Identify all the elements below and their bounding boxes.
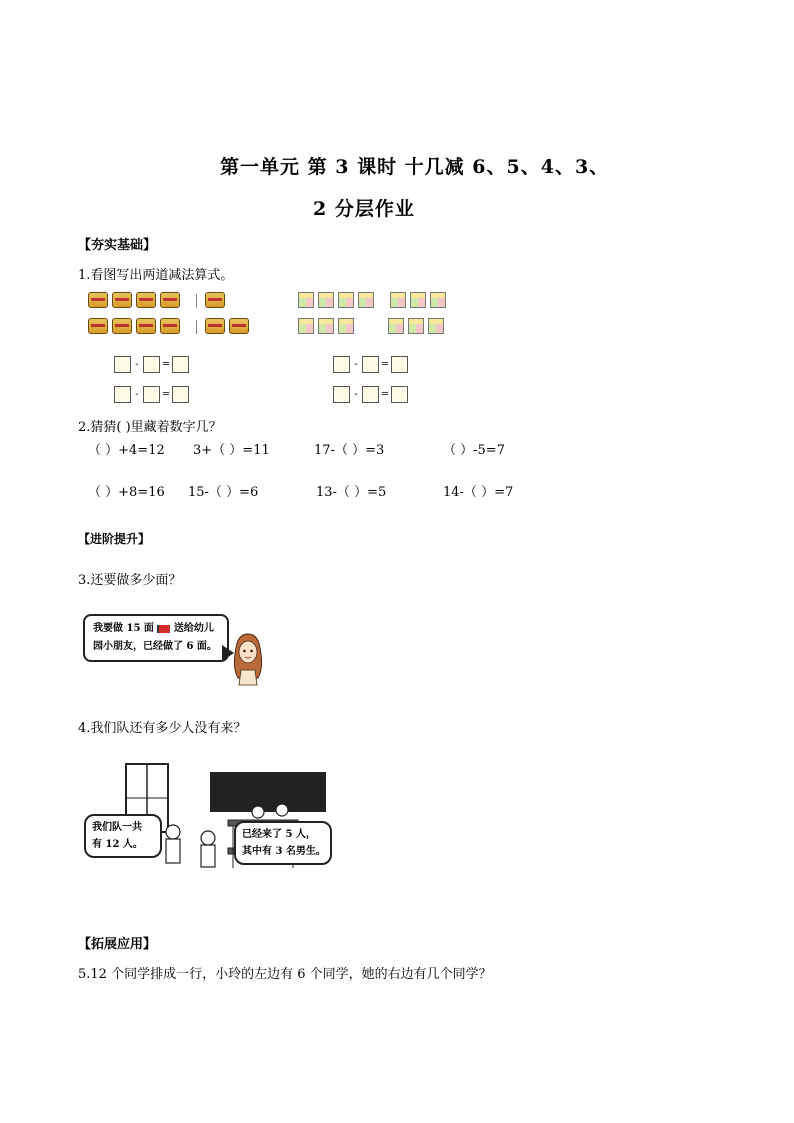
answer-box[interactable] <box>143 386 160 403</box>
answer-box[interactable] <box>114 356 131 373</box>
can-icon <box>112 292 132 308</box>
q2-equation: 15-（ ）=6 <box>188 485 259 500</box>
bubble-text: 已经来了 5 人， <box>242 829 316 840</box>
q2-equation: 13-（ ）=5 <box>316 485 387 500</box>
answer-box[interactable] <box>172 386 189 403</box>
q2-equation: 3+（ ）=11 <box>193 443 270 458</box>
girl-illustration <box>228 630 268 690</box>
bubble-text: 其中有 3 名男生。 <box>242 846 326 857</box>
section-basic: 【夯实基础】 <box>78 238 157 253</box>
q4-prompt: 4.我们队还有多少人没有来？ <box>78 721 247 736</box>
can-icon <box>229 318 249 334</box>
q1-prompt: 1.看图写出两道减法算式。 <box>78 268 234 283</box>
section-advanced: 【进阶提升】 <box>78 532 151 546</box>
can-icon <box>136 318 156 334</box>
divider <box>184 320 197 334</box>
cube-icon <box>410 292 426 308</box>
speech-bubble-left <box>84 814 162 858</box>
q2-equation: 14-（ ）=7 <box>443 485 514 500</box>
answer-box[interactable] <box>362 356 379 373</box>
q2-equation: （ ）-5=7 <box>443 443 505 458</box>
divider <box>184 294 197 308</box>
title-line2: 2 分层作业 <box>313 198 415 220</box>
cube-icon <box>428 318 444 334</box>
q2-equation: （ ）+8=16 <box>88 485 165 500</box>
q1-answer-right: - = - = <box>333 354 408 402</box>
q1-answer-left: - = - = <box>114 354 189 402</box>
cubes-picture <box>298 292 468 340</box>
cube-icon <box>298 292 314 308</box>
bubble-text: 园小朋友，已经做了 6 面。 <box>93 641 217 652</box>
speech-bubble-right <box>234 821 332 865</box>
cube-icon <box>318 318 334 334</box>
answer-box[interactable] <box>362 386 379 403</box>
cube-icon <box>408 318 424 334</box>
answer-box[interactable] <box>391 356 408 373</box>
cube-icon <box>430 292 446 308</box>
q2-prompt: 2.猜猜( )里藏着数字几？ <box>78 420 222 435</box>
can-icon <box>160 318 180 334</box>
answer-box[interactable] <box>391 386 408 403</box>
can-icon <box>160 292 180 308</box>
q5-prompt: 5.12 个同学排成一行，小玲的左边有 6 个同学，她的右边有几个同学？ <box>78 967 492 982</box>
cube-icon <box>318 292 334 308</box>
can-icon <box>205 318 225 334</box>
bubble-text: 送给幼儿 <box>173 623 214 634</box>
bubble-text: 我要做 15 面 <box>93 623 154 634</box>
can-icon <box>205 292 225 308</box>
cans-picture <box>88 292 248 340</box>
answer-box[interactable] <box>333 386 350 403</box>
cube-icon <box>338 318 354 334</box>
answer-box[interactable] <box>333 356 350 373</box>
can-icon <box>88 292 108 308</box>
answer-box[interactable] <box>114 386 131 403</box>
cube-icon <box>298 318 314 334</box>
can-icon <box>112 318 132 334</box>
bubble-text: 我们队一共 <box>92 822 142 833</box>
title-line1: 第一单元 第 3 课时 十几减 6、5、4、3、 <box>220 156 610 178</box>
cube-icon <box>338 292 354 308</box>
q2-equation: 17-（ ）=3 <box>314 443 385 458</box>
can-icon <box>88 318 108 334</box>
flag-icon <box>157 625 170 633</box>
cube-icon <box>390 292 406 308</box>
q2-equation: （ ）+4=12 <box>88 443 165 458</box>
can-icon <box>136 292 156 308</box>
cube-icon <box>358 292 374 308</box>
cube-icon <box>388 318 404 334</box>
bubble-text: 有 12 人。 <box>92 839 143 850</box>
section-extension: 【拓展应用】 <box>78 937 157 952</box>
answer-box[interactable] <box>172 356 189 373</box>
answer-box[interactable] <box>143 356 160 373</box>
speech-bubble-girl <box>83 614 229 662</box>
q3-prompt: 3.还要做多少面？ <box>78 573 182 588</box>
